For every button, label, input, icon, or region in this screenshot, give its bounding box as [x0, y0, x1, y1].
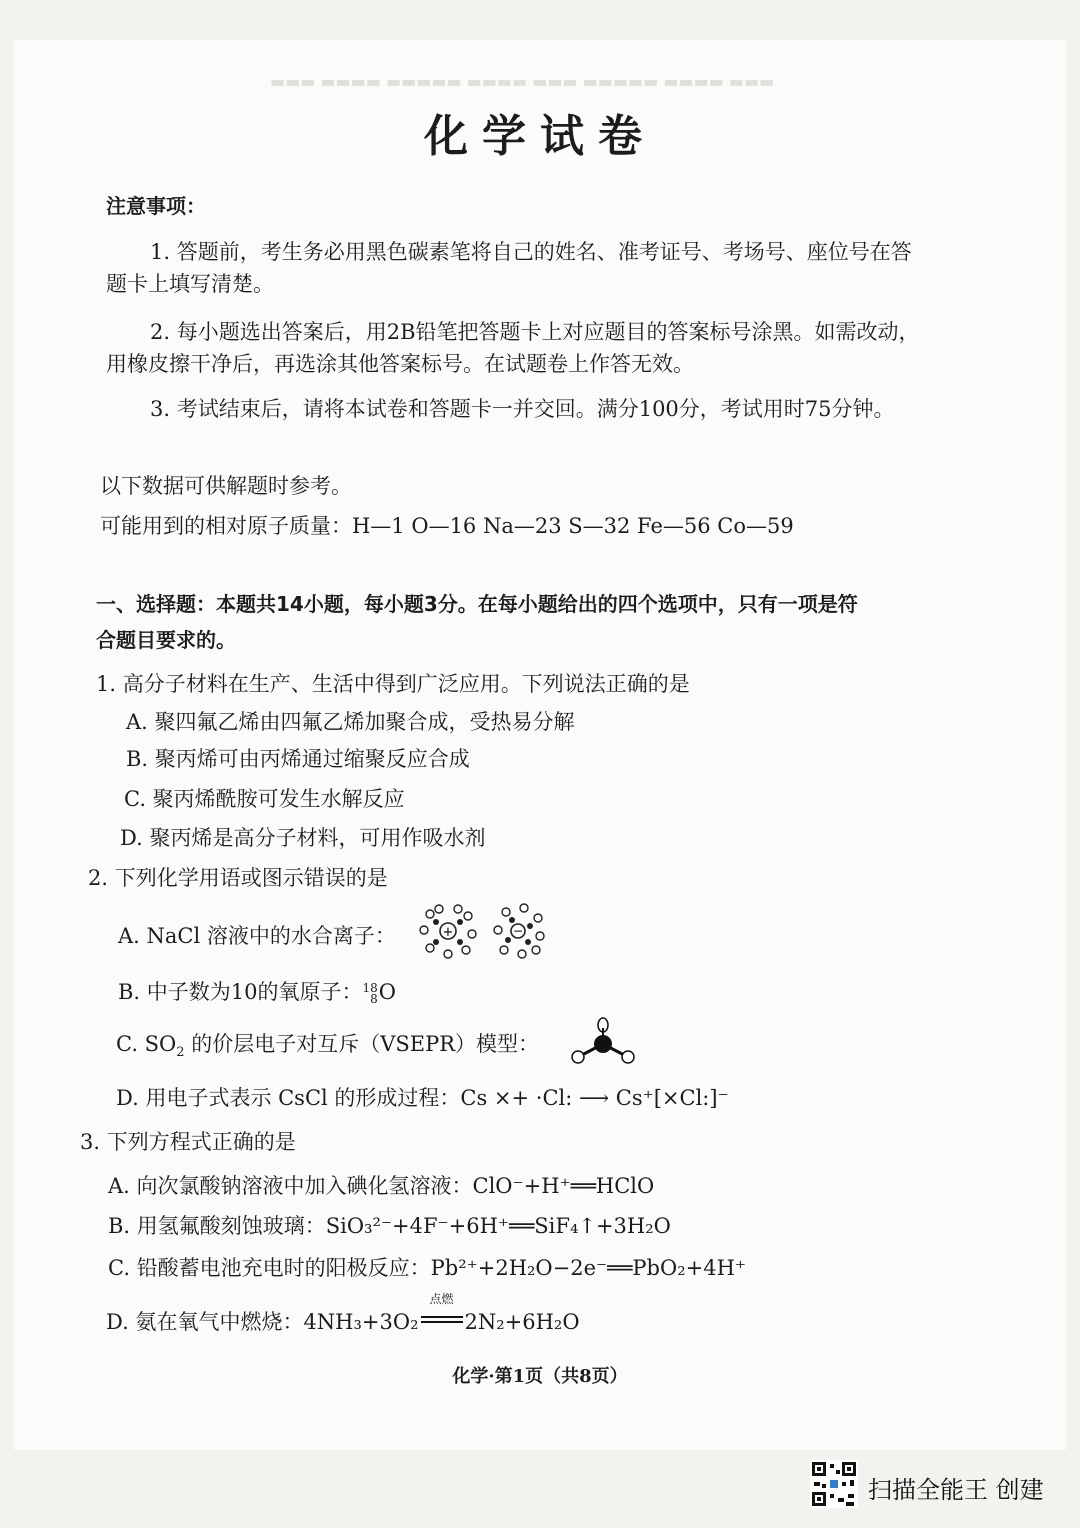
q2-option-c-suffix: 的价层电子对互斥（VSEPR）模型：	[184, 1032, 540, 1056]
page-footer: 化学·第1页（共8页）	[452, 1366, 628, 1387]
hydrated-ions-diagram	[414, 900, 554, 962]
q1-option-d: D. 聚丙烯是高分子材料，可用作吸水剂	[120, 826, 486, 850]
notice-3: 3. 考试结束后，请将本试卷和答题卡一并交回。满分100分，考试用时75分钟。	[150, 397, 895, 421]
q2-option-d: D. 用电子式表示 CsCl 的形成过程：Cs ×+ ·Cl: ⟶ Cs⁺[×Cl:]⁻	[116, 1086, 729, 1110]
cation-plus-symbol: +	[442, 925, 454, 940]
hydrated-cation	[420, 905, 476, 958]
q1-option-b: B. 聚丙烯可由丙烯通过缩聚反应合成	[126, 747, 470, 771]
q3-stem: 3. 下列方程式正确的是	[80, 1130, 296, 1154]
q1-stem: 1. 高分子材料在生产、生活中得到广泛应用。下列说法正确的是	[96, 672, 690, 696]
qr-code-icon	[810, 1460, 858, 1508]
notice-2-line-b: 用橡皮擦干净后，再选涂其他答案标号。在试题卷上作答无效。	[106, 352, 694, 376]
q3-option-a: A. 向次氯酸钠溶液中加入碘化氢溶液：ClO⁻+H⁺══HClO	[108, 1174, 655, 1198]
anion-minus-symbol: −	[512, 924, 524, 938]
hydrated-anion	[494, 904, 544, 958]
atomic-masses: 可能用到的相对原子质量：H—1 O—16 Na—23 S—32 Fe—56 Co—59	[100, 514, 794, 538]
reaction-equals-sign	[421, 1316, 463, 1323]
q3-option-b: B. 用氢氟酸刻蚀玻璃：SiO₃²⁻+4F⁻+6H⁺══SiF₄↑+3H₂O	[108, 1214, 671, 1238]
q3-option-d-products: 2N₂+6H₂O	[464, 1310, 580, 1334]
q2-stem: 2. 下列化学用语或图示错误的是	[88, 866, 388, 890]
q2-option-a: A. NaCl 溶液中的水合离子：	[118, 924, 396, 948]
q2-option-b	[118, 976, 396, 1006]
watermark-label: 扫描全能王 创建	[868, 1476, 1044, 1504]
section-1-heading-a: 一、选择题：本题共14小题，每小题3分。在每小题给出的四个选项中，只有一项是符	[96, 592, 858, 616]
q3-option-d-text: D. 氨在氧气中燃烧：4NH₃+3O₂	[106, 1310, 419, 1334]
q3-option-c: C. 铅酸蓄电池充电时的阳极反应：Pb²⁺+2H₂O−2e⁻══PbO₂+4H⁺	[108, 1256, 746, 1280]
notice-1-line-b: 题卡上填写清楚。	[106, 272, 274, 296]
page-title: 化学试卷	[424, 111, 656, 162]
reference-intro: 以下数据可供解题时参考。	[100, 474, 352, 498]
q2-option-c	[116, 1028, 539, 1060]
q2-option-c-text: C. SO	[116, 1032, 177, 1056]
notice-1-line-a: 1. 答题前，考生务必用黑色碳素笔将自己的姓名、准考证号、考场号、座位号在答	[150, 240, 912, 264]
oxygen-atomic-number: 8	[370, 991, 378, 1006]
so2-subscript: 2	[176, 1045, 185, 1061]
reaction-condition: 点燃	[429, 1292, 454, 1306]
oxygen-mass-number: 18	[362, 980, 378, 995]
q3-option-d	[106, 1292, 580, 1336]
q1-option-c: C. 聚丙烯酰胺可发生水解反应	[124, 787, 405, 811]
notice-2-line-a: 2. 每小题选出答案后，用2B铅笔把答题卡上对应题目的答案标号涂黑。如需改动，	[150, 320, 920, 344]
q2-option-b-text: B. 中子数为10的氧原子：	[118, 980, 363, 1004]
oxygen-symbol: O	[378, 980, 397, 1004]
notice-heading: 注意事项：	[106, 194, 206, 218]
vsepr-model-diagram	[568, 1016, 638, 1066]
q1-option-a: A. 聚四氟乙烯由四氟乙烯加聚合成，受热易分解	[126, 710, 575, 734]
section-1-heading-b: 合题目要求的。	[96, 628, 236, 652]
bleed-through: ▬▬▬ ▬▬▬▬ ▬▬▬▬▬ ▬▬▬▬ ▬▬▬ ▬▬▬▬▬ ▬▬▬▬ ▬▬▬	[270, 72, 775, 91]
